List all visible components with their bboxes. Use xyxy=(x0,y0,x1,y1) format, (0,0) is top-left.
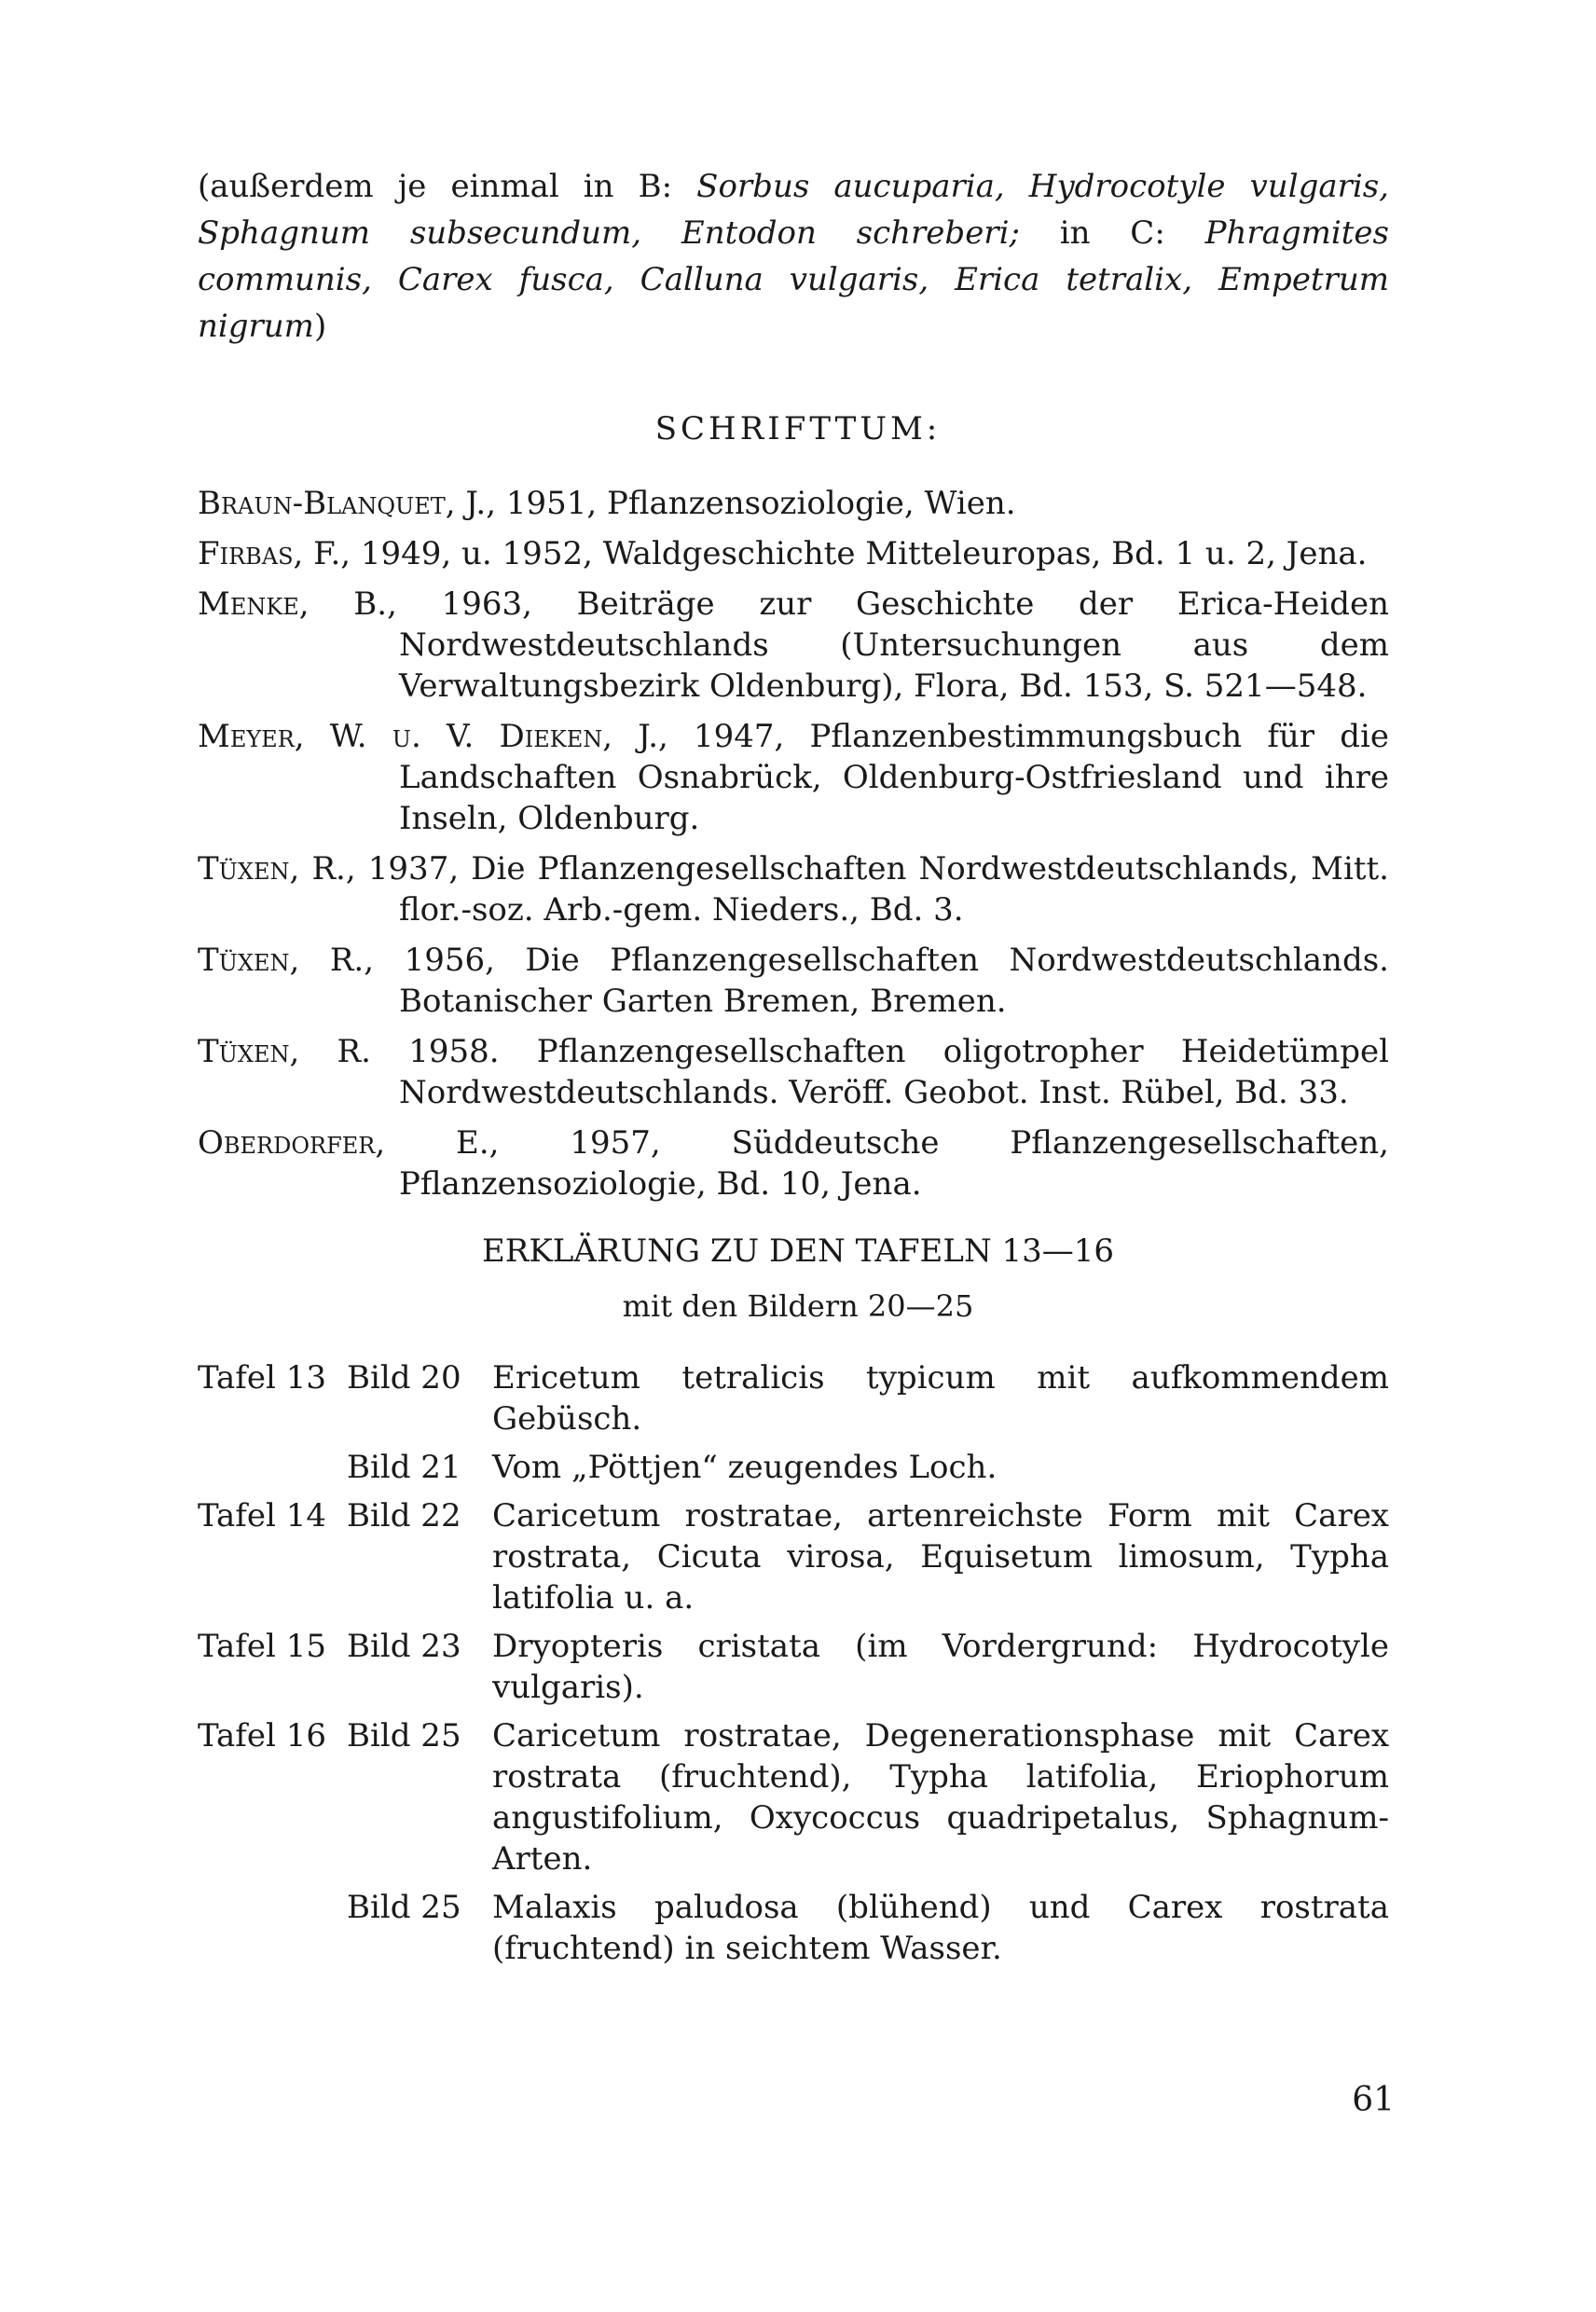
plate-row xyxy=(198,1495,1389,1626)
erklaerung-subheading: mit den Bildern 20—25 xyxy=(622,1288,974,1324)
reference-text: , 1963, Beiträge zur Geschichte der Erica-Heiden Nordwestdeutschlands (Untersuchungen aus dem Verwaltungsbezirk Oldenburg), Flora, Bd. 153, S. 521—548. xyxy=(387,585,1390,705)
schrifttum-heading: SCHRIFTTUM: xyxy=(654,410,942,447)
reference-item xyxy=(198,716,1389,839)
reference-author: Tüxen, R. xyxy=(198,942,365,979)
note-species-c: Phragmites communis, Carex fusca, Calluna vulgaris, Erica tetralix, Empetrum nigrum xyxy=(198,214,1390,345)
reference-item xyxy=(198,1122,1389,1204)
note-text-1: (außerdem je einmal in B: xyxy=(198,168,697,205)
species-note xyxy=(198,163,1389,350)
reference-item xyxy=(198,533,1389,574)
reference-text: , 1949, u. 1952, Waldgeschichte Mitteleuropas, Bd. 1 u. 2, Jena. xyxy=(340,535,1368,572)
plate-label xyxy=(198,1447,347,1495)
figure-description: Ericetum tetralicis typicum mit aufkommendem Gebüsch. xyxy=(492,1359,1389,1438)
reference-author: Meyer, W. u. V. Dieken, J. xyxy=(198,718,659,755)
note-text-2: in C: xyxy=(1019,214,1205,252)
figure-label: Bild 23 xyxy=(347,1628,461,1665)
reference-item xyxy=(198,1031,1389,1113)
figure-label: Bild 25 xyxy=(347,1889,461,1926)
plate-label: Tafel 16 xyxy=(198,1717,326,1755)
figure-label: Bild 20 xyxy=(347,1359,461,1397)
figure-label: Bild 22 xyxy=(347,1497,461,1534)
plate-row xyxy=(198,1357,1389,1447)
reference-author: Tüxen, R. xyxy=(198,1033,371,1070)
reference-author: Oberdorfer, E. xyxy=(198,1124,489,1162)
plate-label: Tafel 13 xyxy=(198,1359,326,1397)
plate-label: Tafel 15 xyxy=(198,1628,326,1665)
note-text-3: ) xyxy=(313,308,327,345)
reference-text: , 1956, Die Pflanzengesellschaften Nordwestdeutschlands. Botanischer Garten Bremen, Bremen. xyxy=(364,942,1389,1020)
reference-text: , 1957, Süddeutsche Pflanzengesellschaften, Pflanzensoziologie, Bd. 10, Jena. xyxy=(399,1124,1389,1203)
reference-text: , 1937, Die Pflanzengesellschaften Nordwestdeutschlands, Mitt. flor.-soz. Arb.-gem. Nieders., Bd. 3. xyxy=(345,850,1389,929)
figure-description: Vom „Pöttjen“ zeugendes Loch. xyxy=(492,1449,998,1486)
erklaerung-heading: ERKLÄRUNG ZU DEN TAFELN 13—16 xyxy=(481,1232,1115,1270)
reference-item xyxy=(198,483,1389,524)
reference-item xyxy=(198,940,1389,1022)
reference-author: Braun-Blanquet, J. xyxy=(198,485,487,522)
plate-row xyxy=(198,1626,1389,1715)
reference-text: 1958. Pflanzengesellschaften oligotropher Heidetümpel Nordwestdeutschlands. Veröff. Geobot. Inst. Rübel, Bd. 33. xyxy=(370,1033,1389,1111)
figure-label: Bild 21 xyxy=(347,1449,461,1486)
plate-row xyxy=(198,1715,1389,1887)
figure-description: Caricetum rostratae, Degenerationsphase mit Carex rostrata (fruchtend), Typha latifolia, Eriophorum angustifolium, Oxycoccus quadripetalus, Sphagnum-Arten. xyxy=(492,1717,1389,1878)
plate-row xyxy=(198,1887,1389,1976)
reference-text: , 1947, Pflanzenbestimmungsbuch für die Landschaften Osnabrück, Oldenburg-Ostfriesland und ihre Inseln, Oldenburg. xyxy=(399,718,1389,837)
figure-description: Malaxis paludosa (blühend) und Carex rostrata (fruchtend) in seichtem Wasser. xyxy=(492,1889,1389,1967)
reference-list xyxy=(198,483,1389,1214)
plate-legend-table xyxy=(198,1357,1389,1976)
reference-author: Firbas, F. xyxy=(198,535,341,572)
reference-item xyxy=(198,848,1389,930)
reference-text: , 1951, Pflanzensoziologie, Wien. xyxy=(486,485,1016,522)
page-number: 61 xyxy=(1352,2081,1395,2119)
plate-label: Tafel 14 xyxy=(198,1497,326,1534)
reference-author: Tüxen, R. xyxy=(198,850,346,888)
note-species-b: Sorbus aucuparia, Hydrocotyle vulgaris, Sphagnum subsecundum, Entodon schreberi; xyxy=(198,168,1389,252)
figure-description: Caricetum rostratae, artenreichste Form mit Carex rostrata, Cicuta virosa, Equisetum limosum, Typha latifolia u. a. xyxy=(492,1497,1389,1617)
plate-label xyxy=(198,1887,347,1976)
plate-row xyxy=(198,1447,1389,1495)
reference-author: Menke, B. xyxy=(198,585,388,623)
reference-item xyxy=(198,584,1389,707)
figure-description: Dryopteris cristata (im Vordergrund: Hydrocotyle vulgaris). xyxy=(492,1628,1389,1706)
figure-label: Bild 25 xyxy=(347,1717,461,1755)
